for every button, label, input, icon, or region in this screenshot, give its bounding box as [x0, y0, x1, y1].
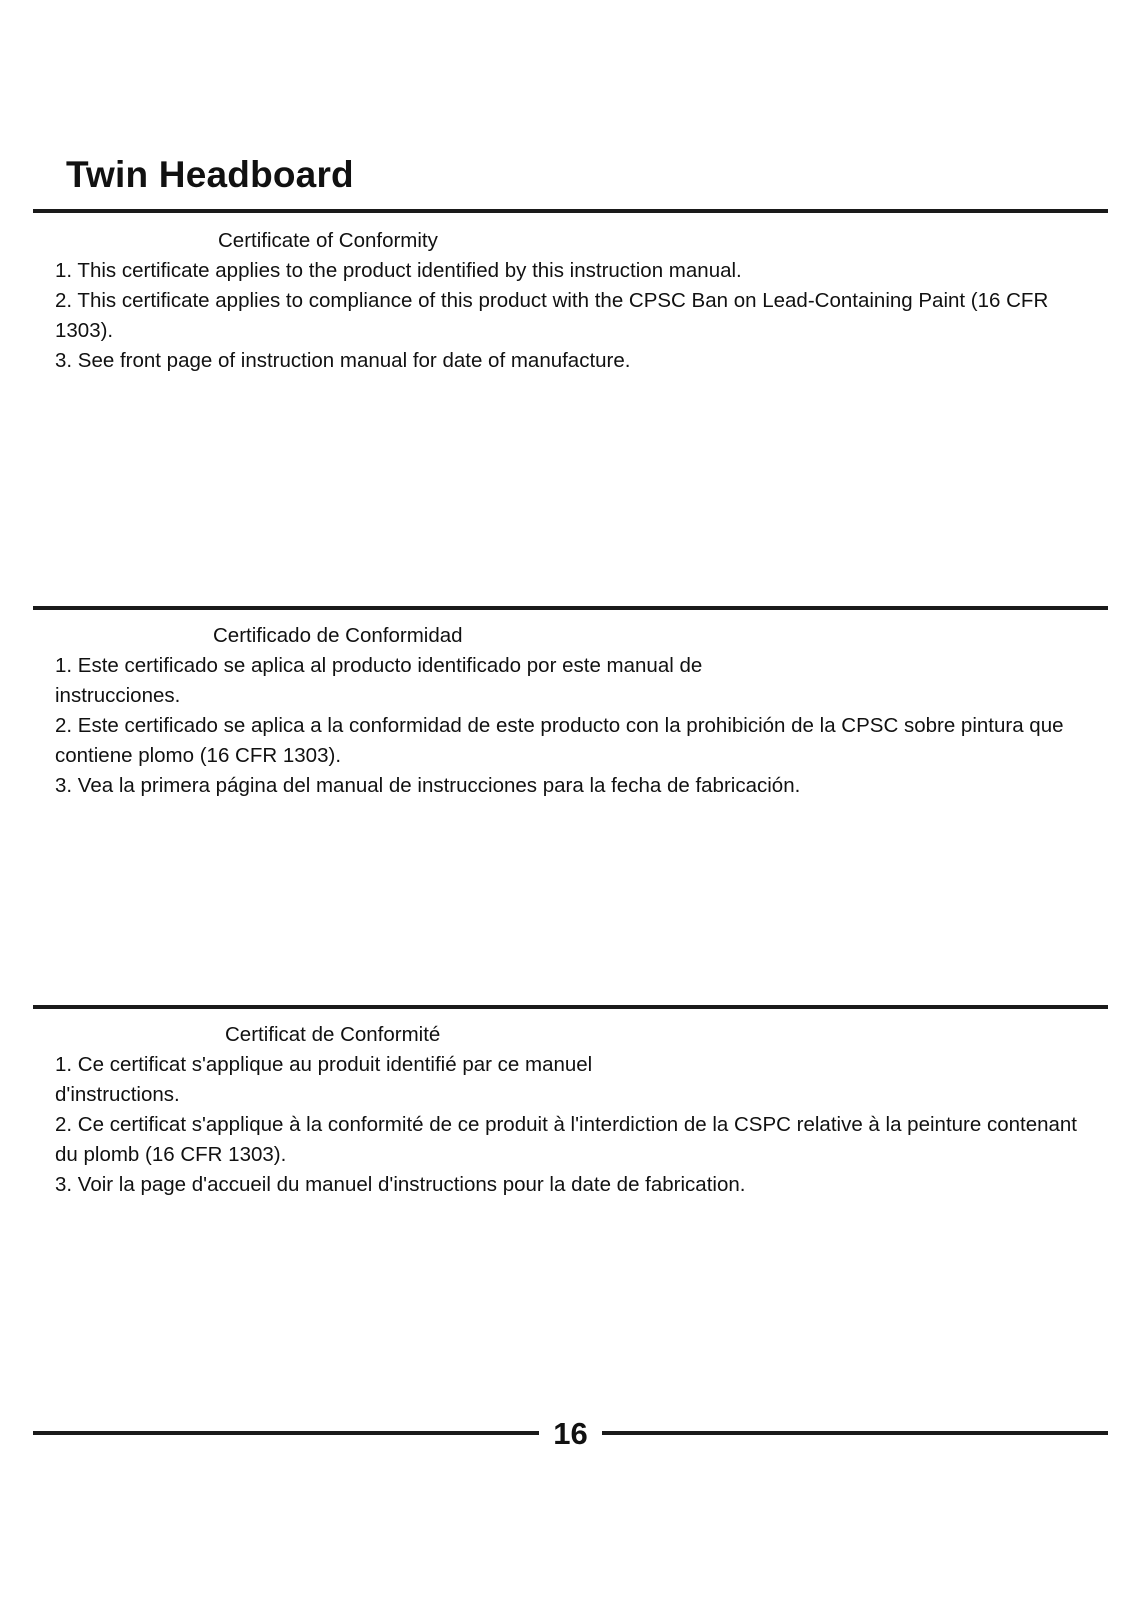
certificate-section-french: [55, 1020, 1105, 1200]
item-3: 3. See front page of instruction manual for date of manufacture.: [55, 349, 631, 372]
item-3: 3. Vea la primera página del manual de instrucciones para la fecha de fabricación.: [55, 774, 801, 797]
item-3: 3. Voir la page d'accueil du manuel d'instructions pour la date de fabrication.: [55, 1173, 746, 1196]
section-heading: Certificate of Conformity: [218, 229, 438, 252]
certificate-section-english: [55, 226, 1105, 376]
section-divider-spanish: [33, 606, 1108, 610]
item-1: 1. This certificate applies to the product identified by this instruction manual.: [55, 259, 742, 282]
certificate-section-spanish: [55, 621, 1105, 801]
footer-rule-left: [33, 1431, 539, 1435]
page-number: 16: [553, 1415, 588, 1451]
footer-rule-right: [602, 1431, 1108, 1435]
section-heading: Certificat de Conformité: [225, 1023, 441, 1046]
section-divider-top: [33, 209, 1108, 213]
item-2: 2. This certificate applies to compliance of this product with the CPSC Ban on Lead-Containing Paint (16 CFR 1303).: [55, 289, 1049, 342]
item-2: 2. Este certificado se aplica a la conformidad de este producto con la prohibición de la CPSC sobre pintura que contiene plomo (16 CFR 1303).: [55, 714, 1064, 767]
item-1: 1. Ce certificat s'applique au produit identifié par ce manuel d'instructions.: [55, 1053, 593, 1106]
item-2: 2. Ce certificat s'applique à la conformité de ce produit à l'interdiction de la CSPC relative à la peinture contenant du plomb (16 CFR 1303).: [55, 1113, 1078, 1166]
item-1: 1. Este certificado se aplica al producto identificado por este manual de instrucciones.: [55, 654, 703, 707]
section-divider-french: [33, 1005, 1108, 1009]
section-heading: Certificado de Conformidad: [213, 624, 463, 647]
page-footer: [33, 1415, 1108, 1451]
page-title: Twin Headboard: [66, 154, 354, 195]
